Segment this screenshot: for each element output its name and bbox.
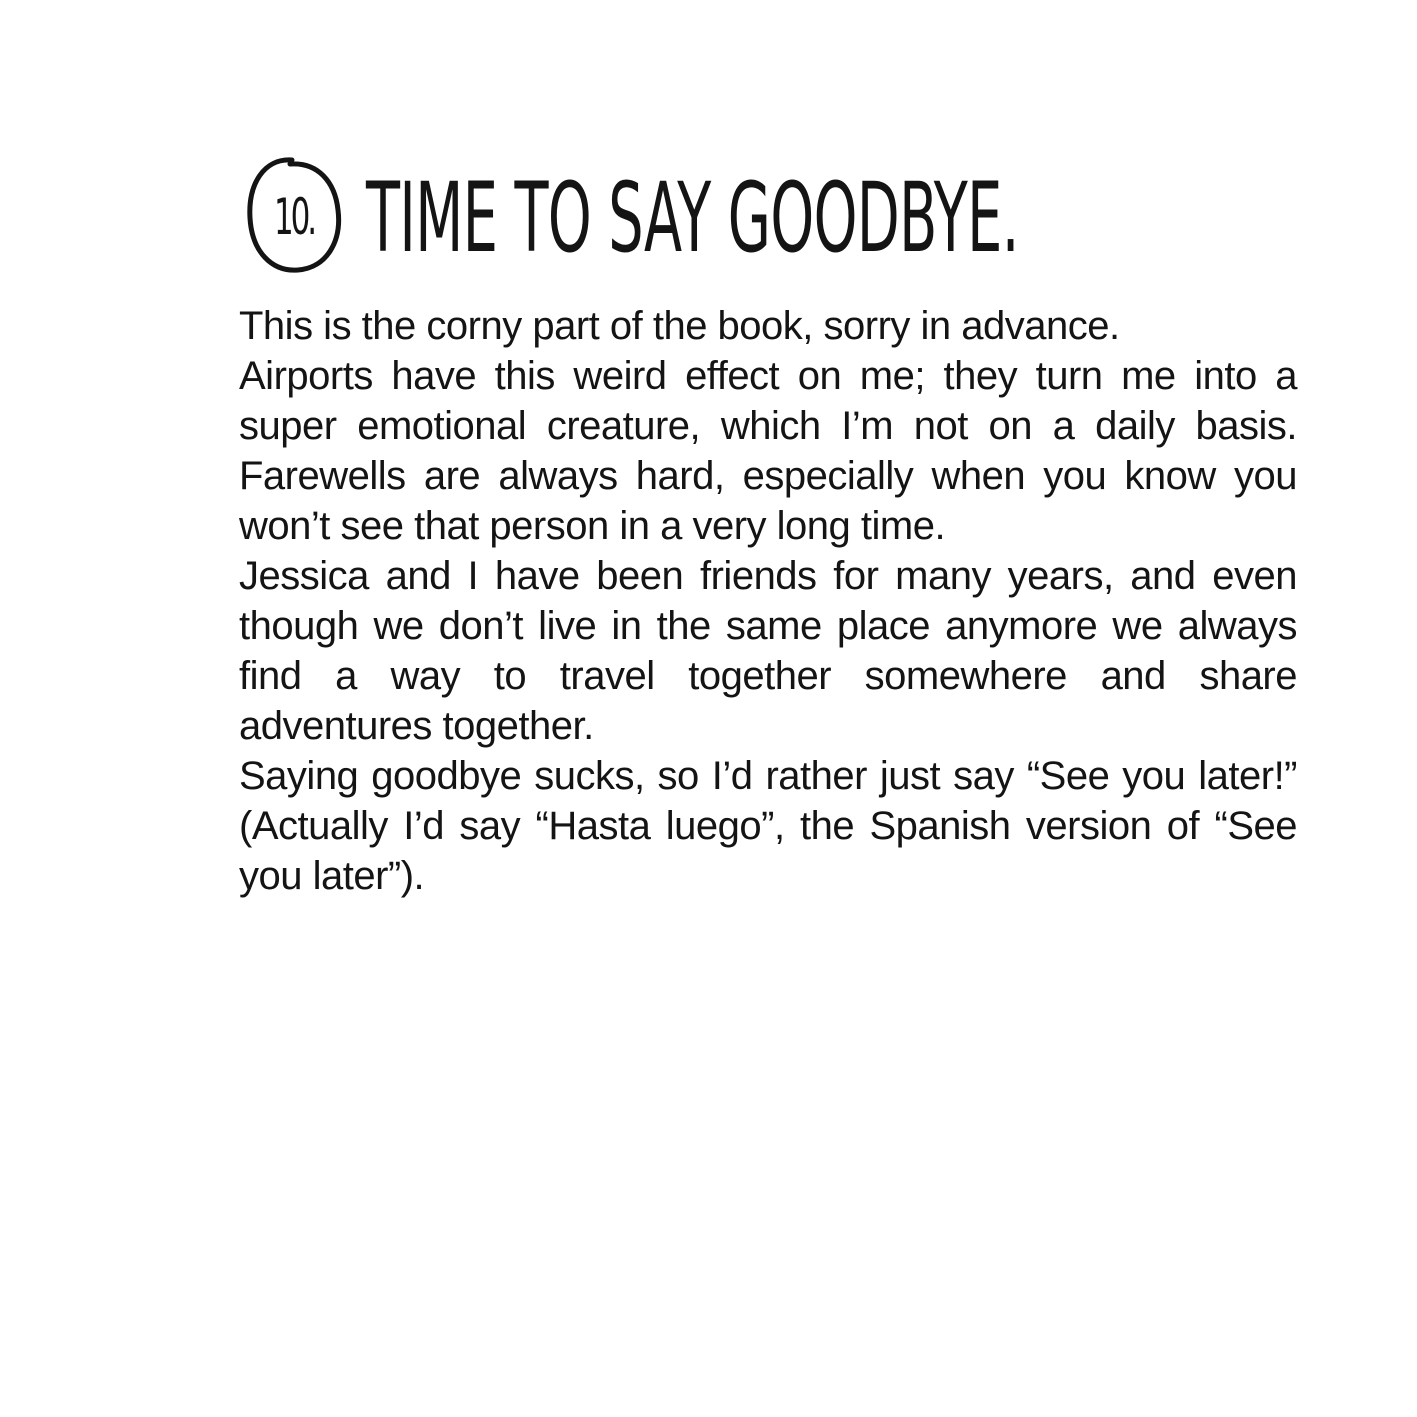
paragraph: This is the corny part of the book, sorry in advance. [239,304,1120,348]
chapter-heading [244,150,1417,280]
chapter-number-badge [244,154,344,276]
paragraph: Saying goodbye sucks, so I’d rather just say “See you later!” (Actually I’d say “Hasta luego”, the Spanish version of “See you later”). [239,754,1297,898]
chapter-body [239,301,1297,901]
chapter-title: TIME TO SAY GOODBYE. [366,162,1019,274]
paragraph: Airports have this weird effect on me; they turn me into a super emotional creature, which I’m not on a daily basis. Farewells are always hard, especially when you know you won’t see that person in a very long time. [239,354,1297,548]
paragraph: Jessica and I have been friends for many years, and even though we don’t live in the same place anymore we always find a way to travel together somewhere and share adventures together. [239,554,1297,748]
chapter-number: 10. [273,188,315,246]
